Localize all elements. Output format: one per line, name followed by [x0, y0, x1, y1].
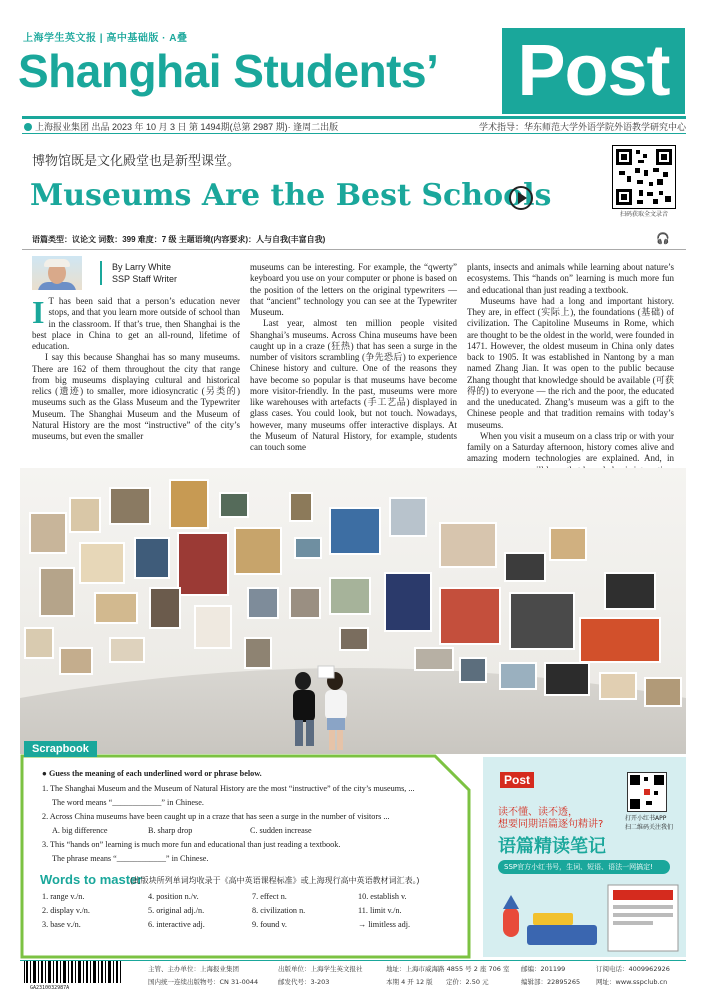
promo-line-2: 想要同期语篇逐句精讲?	[498, 819, 604, 830]
vocab-item: 1. range v./n.	[42, 892, 85, 901]
article-subhead: 博物馆既是文化殿堂也是新型课堂。	[32, 153, 241, 168]
promo-qr-code[interactable]	[627, 772, 667, 812]
museum-photo	[20, 468, 686, 754]
promo-qr-graphic	[628, 773, 666, 811]
headphone-icon[interactable]: 🎧	[656, 232, 670, 245]
footer-editorial-phone: 编辑部：22895265	[521, 978, 581, 986]
qr-code-graphic	[613, 146, 675, 208]
footer-price: 定价：2.50 元	[446, 978, 489, 986]
article-column-2	[250, 262, 457, 453]
byline	[100, 261, 177, 285]
promo-line-1: 读不懂、读不透，	[498, 807, 578, 818]
vocab-item: 2. display v./n.	[42, 906, 90, 915]
article-paragraph: plants, insects and animals while learning about nature’s ecosystems. This “hands on” learning is much more fun and educational than just reading a textbook.	[467, 262, 674, 295]
footer-subscribe-phone: 订阅电话：4009962926	[596, 965, 670, 973]
promo-app-hint-2: 扫二维码关注我们	[625, 824, 674, 831]
issue-text: 上海报业集团 出品 2023 年 10 月 3 日 第 1494期(总第 2987 期)· 逢周二出版	[35, 122, 339, 132]
meta-rule	[22, 249, 686, 250]
footer-pages: 本期 4 开 12 版	[386, 978, 433, 986]
vocab-item: 5. original adj./n.	[148, 906, 205, 915]
vocab-item: 9. found v.	[252, 920, 287, 929]
drop-cap: I	[32, 294, 45, 330]
article-column-3	[467, 262, 674, 498]
vocab-item: 4. position n./v.	[148, 892, 199, 901]
masthead-rule-thin	[22, 133, 686, 134]
scrap-instruction: ● Guess the meaning of each underlined word or phrase below.	[42, 769, 262, 778]
vocab-item: 8. civilization n.	[252, 906, 306, 915]
vocab-item: → limitless adj.	[358, 920, 411, 929]
brand-title: Shanghai Students’	[18, 45, 439, 97]
footer-website[interactable]: 网址：www.sspclub.cn	[596, 978, 668, 986]
footer-publisher: 主管、主办单位：上海报业集团	[148, 965, 239, 973]
academic-advisor: 学术指导：华东师范大学外语学院外语教学研究中心	[478, 122, 686, 132]
article-column-1	[32, 296, 240, 442]
footer-cn-number: 国内统一连续出版物号：CN 31-0044	[148, 978, 259, 986]
footer-postal-code: 邮发代号：3-203	[278, 978, 330, 986]
avatar	[32, 256, 82, 290]
masthead-rule	[22, 116, 686, 119]
option-b: B. sharp drop	[148, 826, 193, 835]
article-paragraph: Last year, almost ten million people visited Shanghai’s museums. Across China museums have been caught up in a craze (狂热) that has seen a surge in the number of visitors scrambling (争先恐后) to experience Chinese history and culture. One of the reasons they have become so popular is that museums have become more visitor-friendly. In the past, museums were more like warehouses with artefacts (手工艺品) displayed in glass cases. You could look, but not touch. Nowadays, however, many museums offer interactive displays. At the Museum of Natural History, for example, students can touch some	[250, 318, 457, 452]
brand-post-logo: Post	[502, 28, 685, 114]
option-a: A. big difference	[52, 826, 108, 835]
article-paragraph: I say this because Shanghai has so many museums. There are 162 of them throughout the city that range from big museums displaying cultural and historical relics (遗迹) to smaller, more idiosyncratic (另类的) museums such as the Glass Museum and the Typewriter Museum. The Shanghai Museum and the Museum of Natural History are the most “instructive” of the city’s museums, but even the smaller	[32, 352, 240, 441]
article-paragraph: museums can be interesting. For example, the “qwerty” keyboard you use on your computer or phone is based on the position of the letters on the original typewriters — that “ancient” technology you can see at the Typewriter Museum.	[250, 262, 457, 317]
vocab-item: 11. limit v./n.	[358, 906, 402, 915]
article-paragraph: When you visit a museum on a class trip or with your family on a Saturday afternoon, history comes alive and amazing modern technologies are explained. And, in	[467, 430, 674, 464]
vocab-item: 7. effect n.	[252, 892, 287, 901]
issue-info	[24, 120, 338, 133]
question-1-blank: The word means “____________” in Chinese.	[52, 798, 204, 807]
byline-role: SSP Staff Writer	[112, 274, 178, 284]
barcode-graphic	[22, 961, 126, 985]
qr-code[interactable]	[612, 145, 676, 209]
vocab-item: 10. establish v.	[358, 892, 407, 901]
play-icon[interactable]	[509, 186, 533, 210]
article-paragraph: Museums have had a long and important history. They are, in effect (实际上), the foundations (基础) of civilization. The Capitoline Museums in Rome, which are thought to be the oldest in the world, were founded in 1471. However, the oldest museum in China only dates back to 1905. It was established in Nantong by a man named Zhang Jian. It was open to the public because Zhang thought that knowledge should be available (可获得的) to everyone — the rich and the poor, the educated and the uneducated. Zhang’s museum was a gift to the Chinese people and that tradition remains with today’s museums.	[467, 295, 674, 430]
promo-title: 语篇精读笔记	[498, 836, 606, 857]
qr-caption: 扫码获取全文录音	[619, 211, 668, 218]
promo-app-hint: 打开小红书APP	[625, 815, 667, 822]
vocab-item: 6. interactive adj.	[148, 920, 205, 929]
question-2: 2. Across China museums have been caught up in a craze that has seen a surge in the number of visitors ...	[42, 812, 390, 821]
promo-post-logo: Post	[500, 772, 534, 788]
scrapbook-tab: Scrapbook	[24, 741, 97, 757]
question-3: 3. This “hands on” learning is much more fun and educational than just reading a textbook.	[42, 840, 341, 849]
vocab-item: 3. base v./n.	[42, 920, 81, 929]
barcode-number: GA2310032987A	[30, 985, 70, 991]
promo-subtitle: SSP官方小红书号，生词、短语、语法一网搞定!	[498, 860, 670, 874]
question-1: 1. The Shanghai Museum and the Museum of Natural History are the most “instructive” of the city’s museums, ...	[42, 784, 415, 793]
footer-address: 地址：上海市威海路 4855 号 2 座 706 室	[386, 965, 510, 973]
words-to-master-note: (此版块所列单词均收录于《高中英语课程标准》或上海现行高中英语教材词汇表。)	[130, 876, 420, 885]
museum-photo-graphic	[20, 468, 686, 754]
logo-dot-icon	[24, 123, 32, 131]
footer-zip: 邮编：201199	[521, 965, 566, 973]
option-c: C. sudden increase	[250, 826, 312, 835]
footer-press: 出版单位：上海学生英文报社	[278, 965, 363, 973]
words-to-master-title: Words to master	[40, 872, 143, 887]
barcode	[22, 961, 126, 987]
article-headline: Museums Are the Best Schools	[30, 178, 552, 213]
byline-name: By Larry White	[112, 262, 172, 272]
article-meta: 语篇类型：议论文 词数：399 难度：7 级 主题语境(内容要求)：人与自我(丰富自我)	[32, 235, 326, 244]
article-paragraph: I T has been said that a person’s education never stops, and that you learn more outside of school than in the classroom. If that’s true, then Shanghai is the best place in China to get an all-round, lifetime of education.	[32, 294, 240, 351]
edition-line: 上海学生英文报 | 高中基础版 · A叠	[23, 33, 188, 44]
question-3-blank: The phrase means “____________” in Chinese.	[52, 854, 209, 863]
